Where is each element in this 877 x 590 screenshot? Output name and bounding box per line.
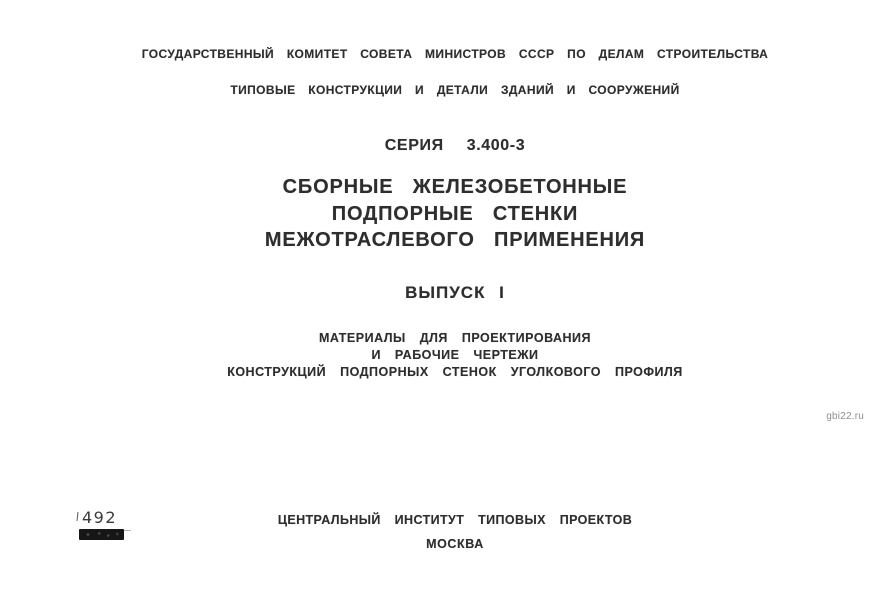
subtitle-line-2: И РАБОЧИЕ ЧЕРТЕЖИ: [371, 348, 539, 362]
subtitle-line-1: МАТЕРИАЛЫ ДЛЯ ПРОЕКТИРОВАНИЯ: [318, 331, 591, 345]
standard-constructions-header-line: ТИПОВЫЕ КОНСТРУКЦИИ И ДЕТАЛИ ЗДАНИЙ И СООРУЖЕНИЙ: [230, 83, 680, 97]
publisher-name: ЦЕНТРАЛЬНЫЙ ИНСТИТУТ ТИПОВЫХ ПРОЕКТОВ: [277, 513, 633, 527]
subtitle-line-3: КОНСТРУКЦИЙ ПОДПОРНЫХ СТЕНОК УГОЛКОВОГО ПРОФИЛЯ: [227, 365, 683, 379]
site-watermark: gbi22.ru: [826, 411, 864, 422]
issue-number: ВЫПУСК I: [405, 283, 505, 302]
publisher-city: МОСКВА: [426, 537, 484, 551]
committee-header-line: ГОСУДАРСТВЕННЫЙ КОМИТЕТ СОВЕТА МИНИСТРОВ СССР ПО ДЕЛАМ СТРОИТЕЛЬСТВА: [141, 47, 769, 61]
series-number: СЕРИЯ 3.400-3: [384, 137, 526, 154]
document-title-line-1: СБОРНЫЕ ЖЕЛЕЗОБЕТОННЫЕ: [282, 176, 628, 198]
document-title-line-2: ПОДПОРНЫЕ СТЕНКИ: [331, 203, 579, 225]
document-title-line-3: МЕЖОТРАСЛЕВОГО ПРИМЕНЕНИЯ: [264, 229, 646, 251]
stamp-number: 492: [76, 508, 136, 528]
